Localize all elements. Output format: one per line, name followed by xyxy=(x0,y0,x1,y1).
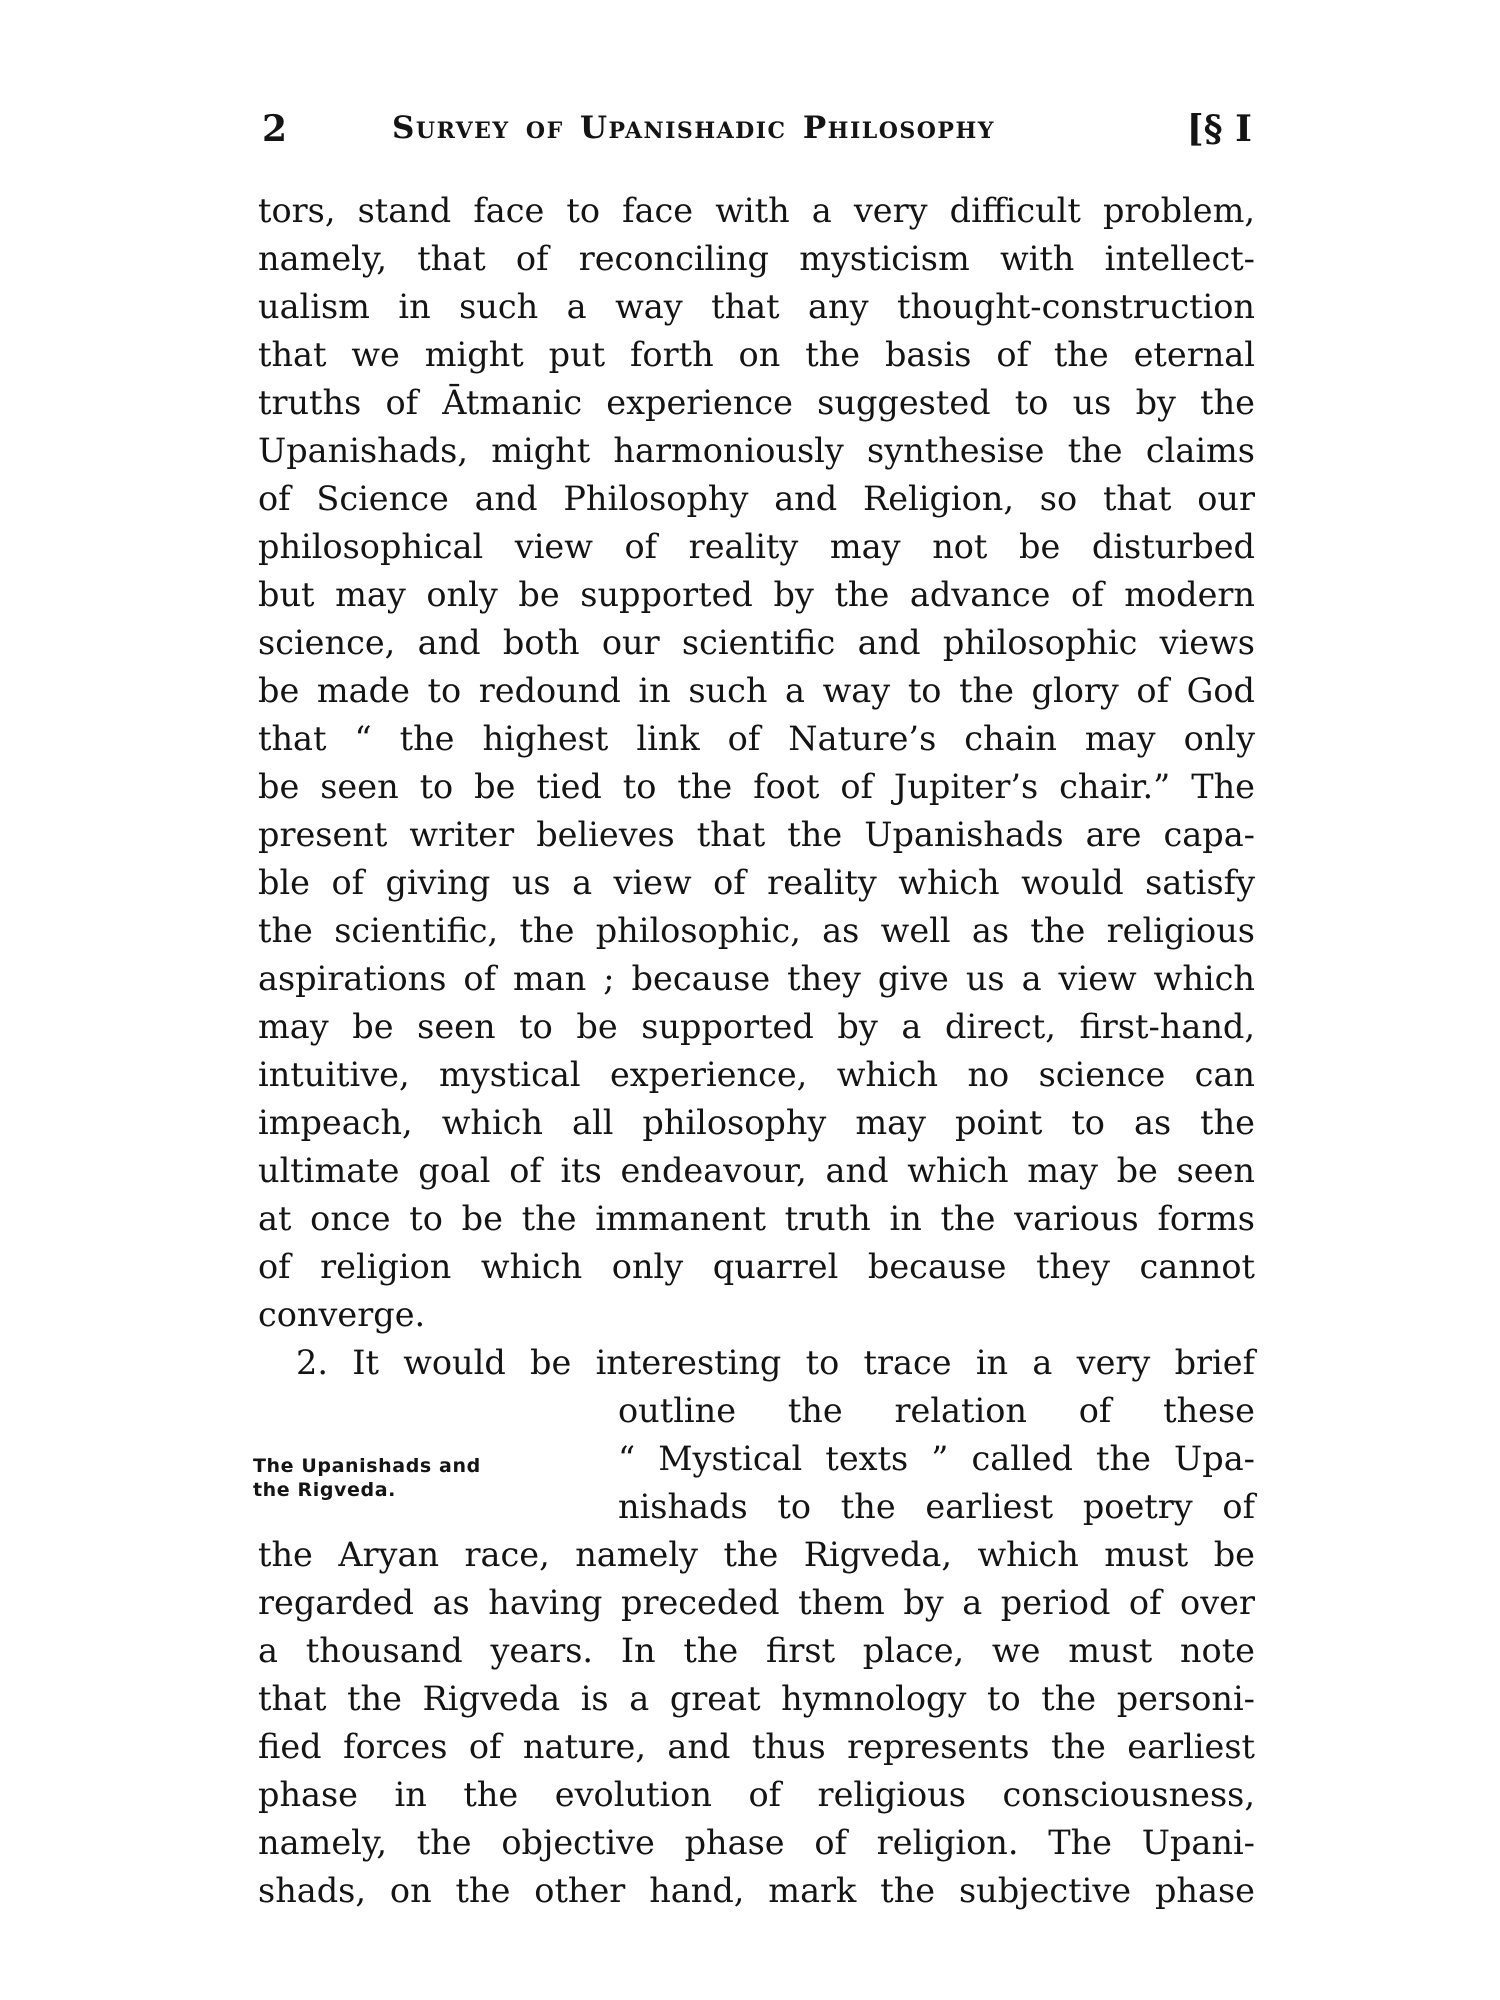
text-line: ualism in such a way that any thought-construction xyxy=(258,287,1255,326)
text-line: phase in the evolution of religious consciousness, xyxy=(258,1775,1255,1814)
text-line: that the Rigveda is a great hymnology to the personi- xyxy=(258,1679,1255,1718)
text-line: converge. xyxy=(258,1295,426,1334)
text-line: “ Mystical texts ” called the Upa- xyxy=(618,1439,1255,1478)
text-line: may be seen to be supported by a direct, first-hand, xyxy=(258,1007,1255,1046)
body-text xyxy=(253,187,1255,1915)
text-line: outline the relation of these xyxy=(618,1391,1255,1430)
text-line: regarded as having preceded them by a period of over xyxy=(258,1583,1255,1622)
text-line: intuitive, mystical experience, which no science can xyxy=(258,1055,1255,1094)
text-line: truths of Ātmanic experience suggested to us by the xyxy=(258,383,1255,422)
text-line: at once to be the immanent truth in the various forms xyxy=(258,1199,1255,1238)
text-line: nishads to the earliest poetry of xyxy=(618,1487,1255,1526)
text-line: namely, the objective phase of religion. The Upani- xyxy=(258,1823,1255,1862)
page-number: 2 xyxy=(262,108,288,150)
text-line: ultimate goal of its endeavour, and which may be seen xyxy=(258,1151,1255,1190)
running-title: Survey of Upanishadic Philosophy xyxy=(392,110,995,146)
text-line: tors, stand face to face with a very difficult problem, xyxy=(258,191,1255,230)
text-line: shads, on the other hand, mark the subjective phase xyxy=(258,1871,1255,1910)
paragraph-1 xyxy=(258,187,1255,1339)
marginal-note-line: the Rigveda. xyxy=(253,1479,396,1501)
marginal-note xyxy=(253,1454,583,1502)
text-line: science, and both our scientific and philosophic views xyxy=(258,623,1255,662)
text-line: namely, that of reconciling mysticism with intellect- xyxy=(258,239,1255,278)
text-line: the Aryan race, namely the Rigveda, which must be xyxy=(258,1535,1255,1574)
section-mark: [§ I xyxy=(1186,108,1252,150)
page-header xyxy=(262,108,1252,158)
text-line: the scientific, the philosophic, as well as the religious xyxy=(258,911,1255,950)
text-line: aspirations of man ; because they give us a view which xyxy=(258,959,1255,998)
text-line: impeach, which all philosophy may point to as the xyxy=(258,1103,1255,1142)
text-line: philosophical view of reality may not be disturbed xyxy=(258,527,1255,566)
text-line: present writer believes that the Upanishads are capa- xyxy=(258,815,1255,854)
marginal-note-block xyxy=(253,1387,1255,1531)
text-line: fied forces of nature, and thus represents the earliest xyxy=(258,1727,1255,1766)
text-line: 2. It would be interesting to trace in a very brief xyxy=(296,1343,1255,1382)
text-line: of Science and Philosophy and Religion, so that our xyxy=(258,479,1255,518)
text-line: but may only be supported by the advance of modern xyxy=(258,575,1255,614)
text-line: of religion which only quarrel because they cannot xyxy=(258,1247,1255,1286)
text-line: ble of giving us a view of reality which would satisfy xyxy=(258,863,1255,902)
text-line: that we might put forth on the basis of the eternal xyxy=(258,335,1255,374)
text-line: be made to redound in such a way to the glory of God xyxy=(258,671,1255,710)
text-line: a thousand years. In the first place, we must note xyxy=(258,1631,1255,1670)
marginal-note-line: The Upanishads and xyxy=(253,1455,481,1477)
text-line: that “ the highest link of Nature’s chain may only xyxy=(258,719,1255,758)
paragraph-2 xyxy=(253,1339,1255,1915)
text-line: Upanishads, might harmoniously synthesise the claims xyxy=(258,431,1255,470)
text-line: be seen to be tied to the foot of Jupiter’s chair.” The xyxy=(258,767,1255,806)
